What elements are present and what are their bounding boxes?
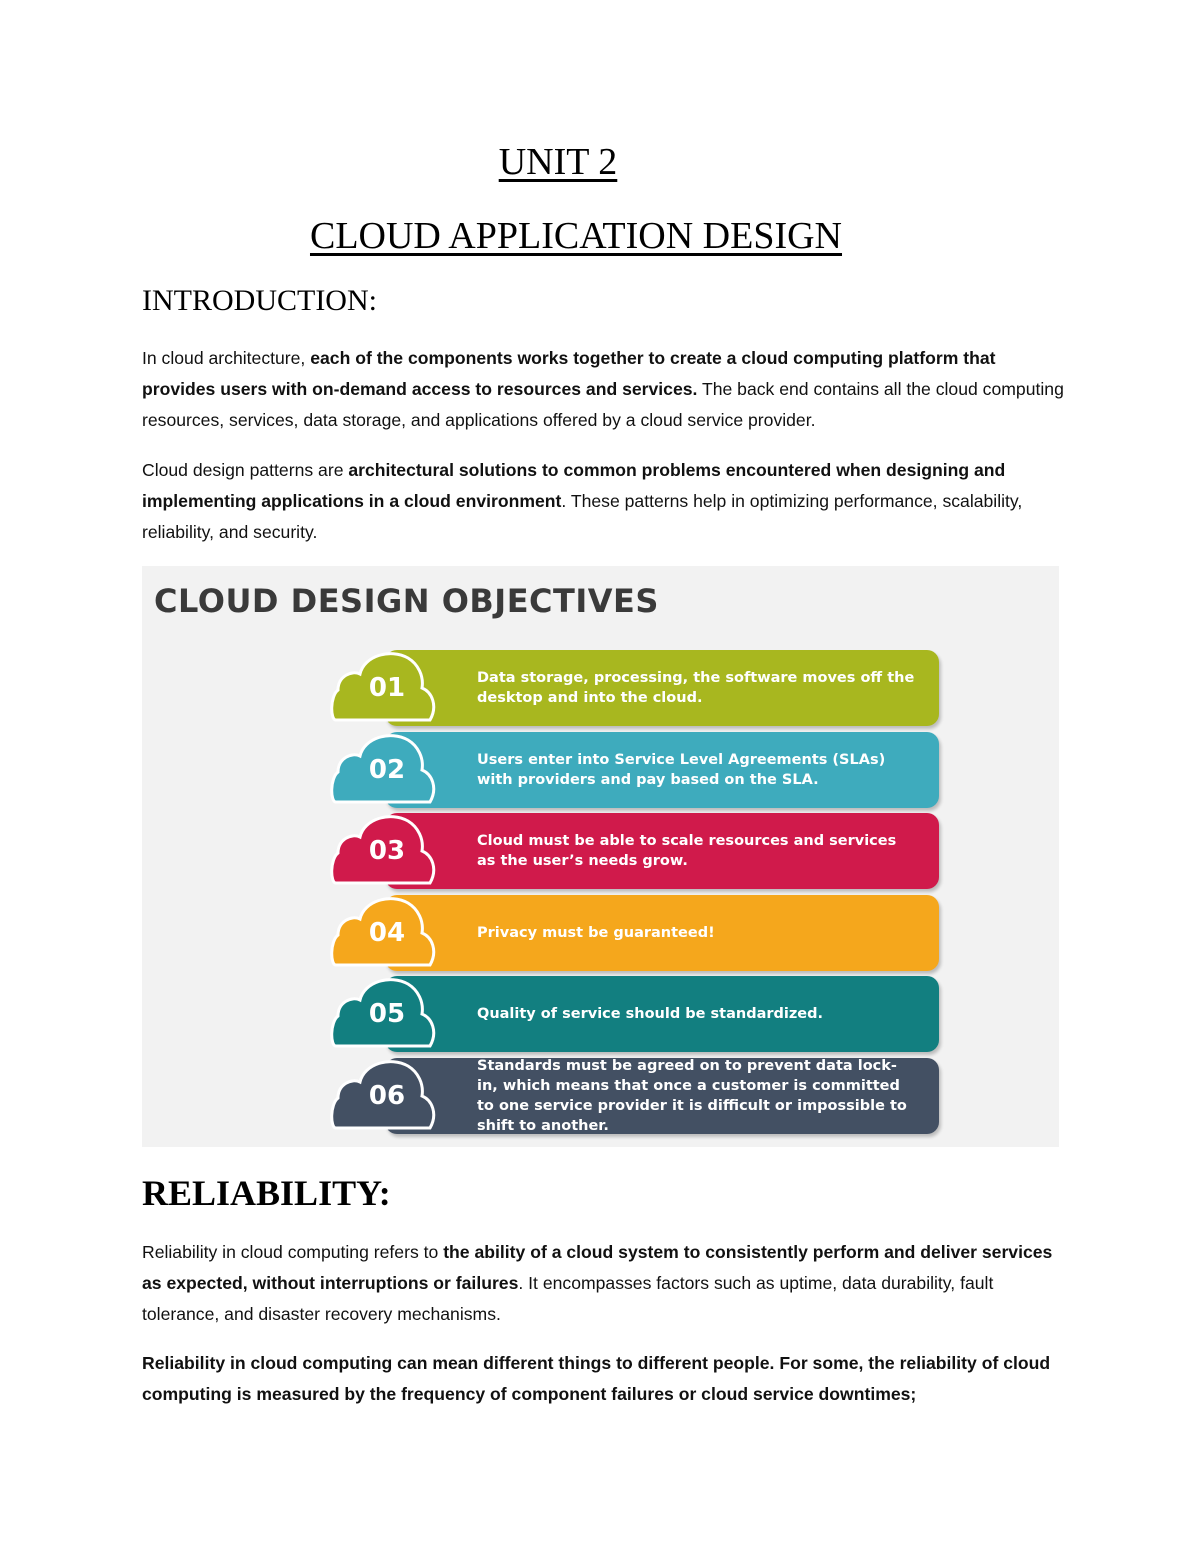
introduction-paragraph-1 <box>142 343 1067 436</box>
unit-title: UNIT 2 <box>498 141 618 183</box>
objective-number: 05 <box>368 999 406 1029</box>
objective-number: 02 <box>368 755 406 785</box>
objective-number: 04 <box>368 918 406 948</box>
rel-p1-text: Reliability in cloud computing refers to <box>142 1242 444 1262</box>
objective-item <box>330 895 942 971</box>
intro-p2-emphasis: architectural solutions to common problems encountered when designing and implementing applications in a cloud environment <box>142 460 1006 511</box>
rel-p1-text-end: . It encompasses factors such as uptime, data durability, fault tolerance, and disaster recovery mechanisms. <box>142 1273 994 1324</box>
objective-item <box>330 813 942 889</box>
objective-number: 06 <box>368 1081 406 1111</box>
objective-item <box>330 1058 942 1134</box>
reliability-paragraph-2 <box>142 1348 1067 1410</box>
intro-p2-text: Cloud design patterns are <box>142 460 349 480</box>
cloud-design-objectives-figure <box>142 566 1059 1147</box>
introduction-paragraph-2 <box>142 455 1067 548</box>
objective-text: Privacy must be guaranteed! <box>477 925 715 941</box>
objective-item <box>330 976 942 1052</box>
figure-title: CLOUD DESIGN OBJECTIVES <box>154 582 659 620</box>
intro-p1-emphasis: each of the components works together to create a cloud computing platform that provides users with on-demand access to resources and services. <box>142 348 996 399</box>
rel-p2-emphasis: Reliability in cloud computing can mean different things to different people. For some, the reliability of cloud computing is measured by the frequency of component failures or cloud service downtimes; <box>142 1353 1051 1404</box>
objective-text: Quality of service should be standardized. <box>477 1006 824 1022</box>
objective-text: Data storage, processing, the software moves off the desktop and into the cloud. <box>477 670 915 706</box>
document-title: CLOUD APPLICATION DESIGN <box>309 215 843 257</box>
intro-p1-text: In cloud architecture, <box>142 348 311 368</box>
introduction-heading: INTRODUCTION: <box>142 284 377 317</box>
objective-text: Cloud must be able to scale resources and services as the user’s needs grow. <box>477 833 897 869</box>
objective-item <box>330 650 942 726</box>
reliability-heading: RELIABILITY: <box>142 1173 391 1213</box>
objective-item <box>330 732 942 808</box>
objective-text: Users enter into Service Level Agreements (SLAs) with providers and pay based on the SLA. <box>477 752 886 788</box>
intro-p1-text-end: The back end contains all the cloud computing resources, services, data storage, and applications offered by a cloud service provider. <box>142 379 1064 430</box>
intro-p2-text-end: . These patterns help in optimizing performance, scalability, reliability, and security. <box>142 491 1023 542</box>
objective-number: 03 <box>368 836 406 866</box>
objective-number: 01 <box>368 673 406 703</box>
reliability-paragraph-1 <box>142 1237 1067 1330</box>
rel-p1-emphasis: the ability of a cloud system to consistently perform and deliver services as expected, without interruptions or failures <box>142 1242 1053 1293</box>
objective-text: Standards must be agreed on to prevent data lock-in, which means that once a customer is committed to one service provider it is difficult or impossible to shift to another. <box>477 1058 907 1134</box>
